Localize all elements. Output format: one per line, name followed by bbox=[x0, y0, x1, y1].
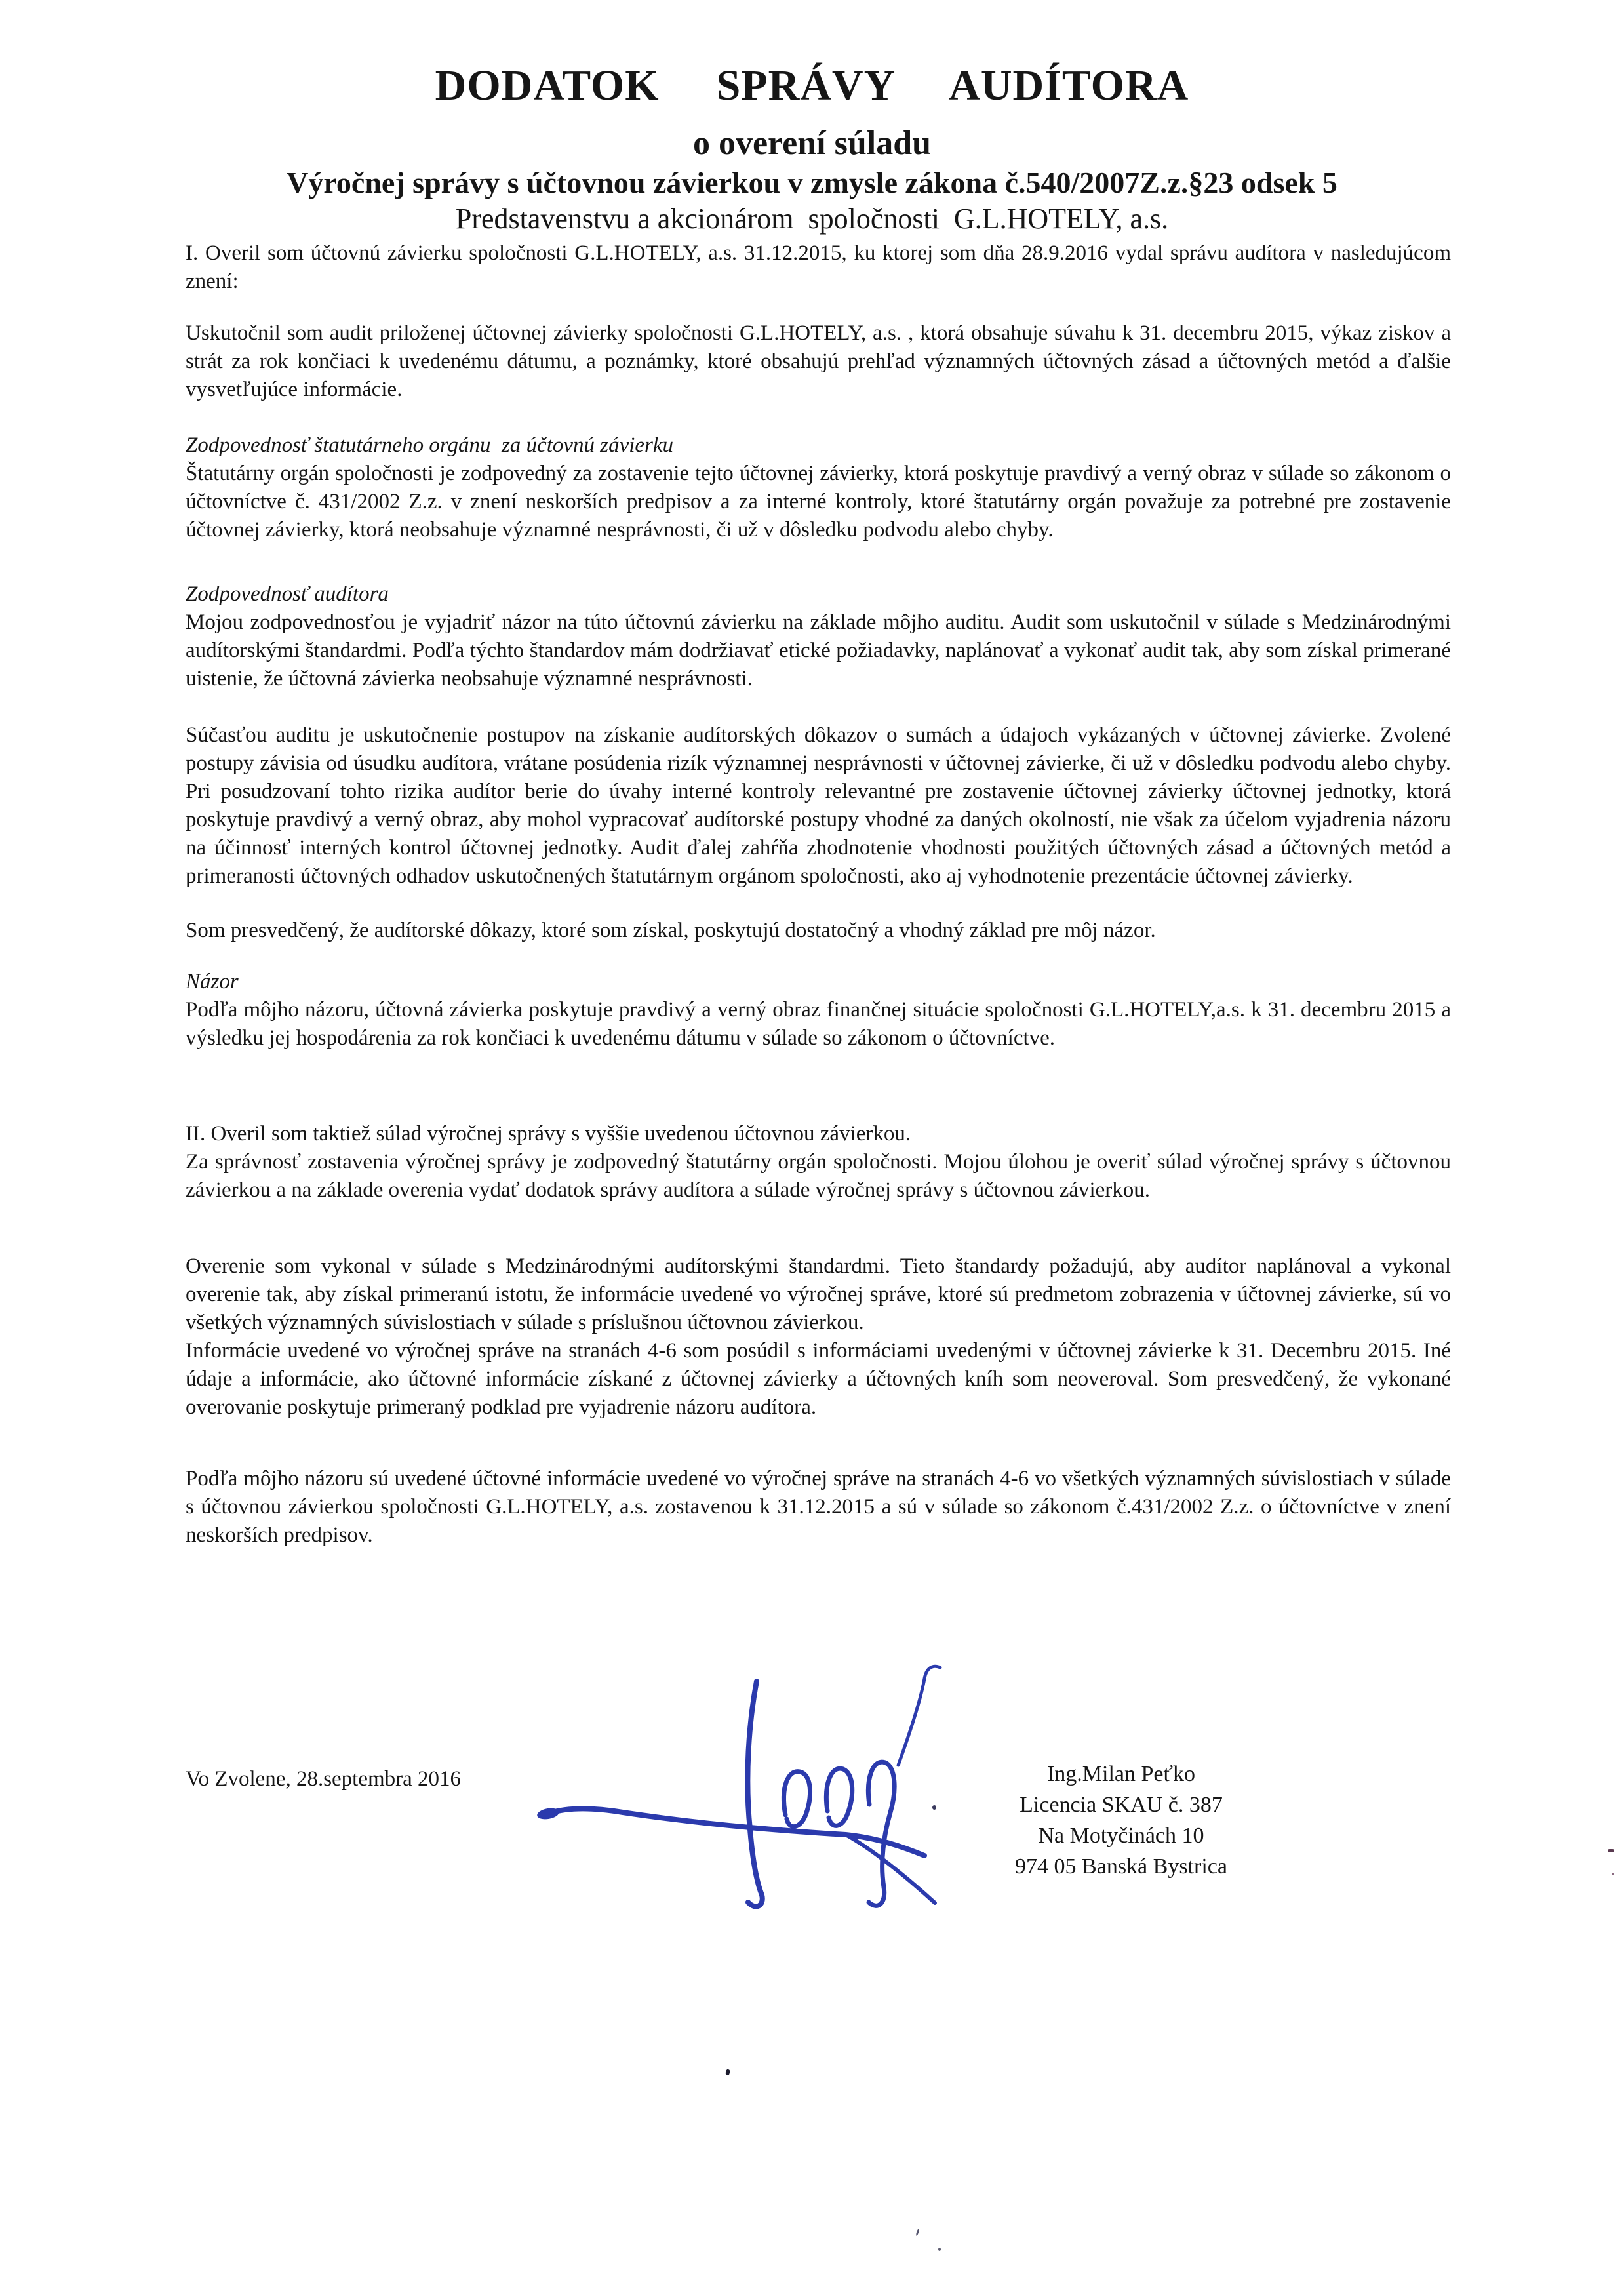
document-body bbox=[186, 239, 1451, 1549]
document-paragraph: Uskutočnil som audit priloženej účtovnej závierky spoločnosti G.L.HOTELY, a.s. , ktorá obsahuje súvahu k 31. decembru 2015, výkaz ziskov a strát za rok končiaci k uvedenému dátumu, a poznámky, ktoré obsahujú prehľad významných účtovných zásad a účtovných metód a ďalšie vysvetľujúce informácie. bbox=[186, 321, 1451, 401]
auditor-street: Na Motyčinách 10 bbox=[1038, 1824, 1204, 1848]
document-addressee-line: Predstavenstvu a akcionárom spoločnosti G.L.HOTELY, a.s. bbox=[455, 203, 1169, 235]
document-paragraph: Za správnosť zostavenia výročnej správy je zodpovedný štatutárny orgán spoločnosti. Mojou úlohou je overiť súlad výročnej správy s účtovnou závierkou a na základe overenia vydať dodatok správy audítora a súlade výročnej správy s účtovnou závierkou. bbox=[186, 1150, 1451, 1202]
auditor-city: 974 05 Banská Bystrica bbox=[1015, 1854, 1227, 1879]
document-paragraph: Som presvedčený, že audítorské dôkazy, ktoré som získal, poskytujú dostatočný a vhodný základ pre môj názor. bbox=[186, 919, 1156, 942]
document-paragraph: Štatutárny orgán spoločnosti je zodpovedný za zostavenie tejto účtovnej závierky, ktorá poskytuje pravdivý a verný obraz v súlade so zákonom o účtovníctve č. 431/2002 Z.z. v znení neskorších predpisov a za interné kontroly, ktoré štatutárny orgán považuje za potrebné pre zostavenie účtovnej závierky, ktorá neobsahuje významné nesprávnosti, či už v dôsledku podvodu alebo chyby. bbox=[186, 462, 1451, 542]
document-paragraph: Súčasťou auditu je uskutočnenie postupov na získanie audítorských dôkazov o sumách a údajoch vykázaných v účtovnej závierke. Zvolené postupy závisia od úsudku audítora, vrátane posúdenia rizík významnej nesprávnosti v účtovnej závierke, či už v dôsledku podvodu alebo chyby. Pri posudzovaní tohto rizika audítor berie do úvahy interné kontroly relevantné pre zostavenie účtovnej závierky účtovnej jednotky, ktorá poskytuje pravdivý a verný obraz, aby mohol vypracovať audítorské postupy vhodné za daných okolností, nie však za účelom vyjadrenia názoru na účinnosť interných kontrol účtovnej jednotky. Audit ďalej zahŕňa zhodnotenie vhodnosti použitých účtovných zásad a účtovných metód a primeranosti účtovných odhadov uskutočnených štatutárnym orgánom spoločnosti, ako aj vyhodnotenie prezentácie účtovnej závierky. bbox=[186, 723, 1451, 888]
handwritten-signature bbox=[505, 1659, 951, 1921]
document-paragraph: Podľa môjho názoru, účtovná závierka poskytuje pravdivý a verný obraz finančnej situácie spoločnosti G.L.HOTELY,a.s. k 31. decembru 2015 a výsledku jej hospodárenia za rok končiaci k uvedenému dátumu v súlade so zákonom o účtovníctve. bbox=[186, 998, 1451, 1050]
scan-artifact bbox=[938, 2248, 941, 2251]
signature-place-date: Vo Zvolene, 28.septembra 2016 bbox=[186, 1767, 462, 1791]
scan-artifact bbox=[932, 1805, 936, 1810]
scan-artifact bbox=[915, 2229, 919, 2236]
auditor-license: Licencia SKAU č. 387 bbox=[1020, 1793, 1223, 1817]
document-subtitle: o overení súladu bbox=[692, 125, 932, 162]
document-title: DODATOK SPRÁVY AUDÍTORA bbox=[435, 62, 1189, 110]
document-paragraph: II. Overil som taktiež súlad výročnej správy s vyššie uvedenou účtovnou závierkou. bbox=[186, 1122, 911, 1146]
document-paragraph: Podľa môjho názoru sú uvedené účtovné informácie uvedené vo výročnej správe na stranách 4-6 vo všetkých významných súvislostiach v súlade s účtovnou závierkou spoločnosti G.L.HOTELY, a.s. zostavenou k 31.12.2015 a sú v súlade so zákonom č.431/2002 Z.z. o účtovníctve v znení neskorších predpisov. bbox=[186, 1467, 1451, 1547]
document-paragraph: Informácie uvedené vo výročnej správe na stranách 4-6 som posúdil s informáciami uvedenými v účtovnej závierke k 31. Decembru 2015. Iné údaje a informácie, ako účtovné informácie získané z účtovnej závierky a účtovných kníh som neoveroval. Som presvedčený, že vykonané overovanie poskytuje primeraný podklad pre vyjadrenie názoru audítora. bbox=[186, 1339, 1451, 1419]
document-subject-line: Výročnej správy s účtovnou závierkou v zmysle zákona č.540/2007Z.z.§23 odsek 5 bbox=[287, 166, 1337, 199]
section-heading: Zodpovednosť audítora bbox=[186, 582, 389, 606]
scan-artifact bbox=[725, 2069, 730, 2075]
auditor-identity-block bbox=[944, 1759, 1298, 1882]
document-paragraph: Mojou zodpovednosťou je vyjadriť názor na túto účtovnú závierku na základe môjho auditu. Audit som uskutočnil v súlade s Medzinárodnými audítorskými štandardmi. Podľa týchto štandardov mám dodržiavať etické požiadavky, naplánovať a vykonať audit tak, aby som získal primerané uistenie, že účtovná závierka neobsahuje významné nesprávnosti. bbox=[186, 610, 1451, 690]
document-paragraph: I. Overil som účtovnú závierku spoločnosti G.L.HOTELY, a.s. 31.12.2015, ku ktorej som dňa 28.9.2016 vydal správu audítora v nasledujúcom znení: bbox=[186, 241, 1451, 293]
document-header bbox=[0, 62, 1624, 235]
section-heading: Zodpovednosť štatutárneho orgánu za účtovnú závierku bbox=[186, 433, 674, 457]
scan-artifact bbox=[1608, 1849, 1614, 1852]
auditor-name: Ing.Milan Peťko bbox=[1046, 1762, 1196, 1786]
section-heading: Názor bbox=[186, 970, 239, 993]
document-paragraph: Overenie som vykonal v súlade s Medzinárodnými audítorskými štandardmi. Tieto štandardy požadujú, aby audítor naplánoval a vykonal overenie tak, aby získal primeranú istotu, že informácie uvedené vo výročnej správe, ktoré sú predmetom zobrazenia v účtovnej závierke, sú vo všetkých významných súvislostiach v súlade s príslušnou účtovnou závierkou. bbox=[186, 1254, 1451, 1334]
scan-artifact bbox=[1612, 1873, 1614, 1875]
